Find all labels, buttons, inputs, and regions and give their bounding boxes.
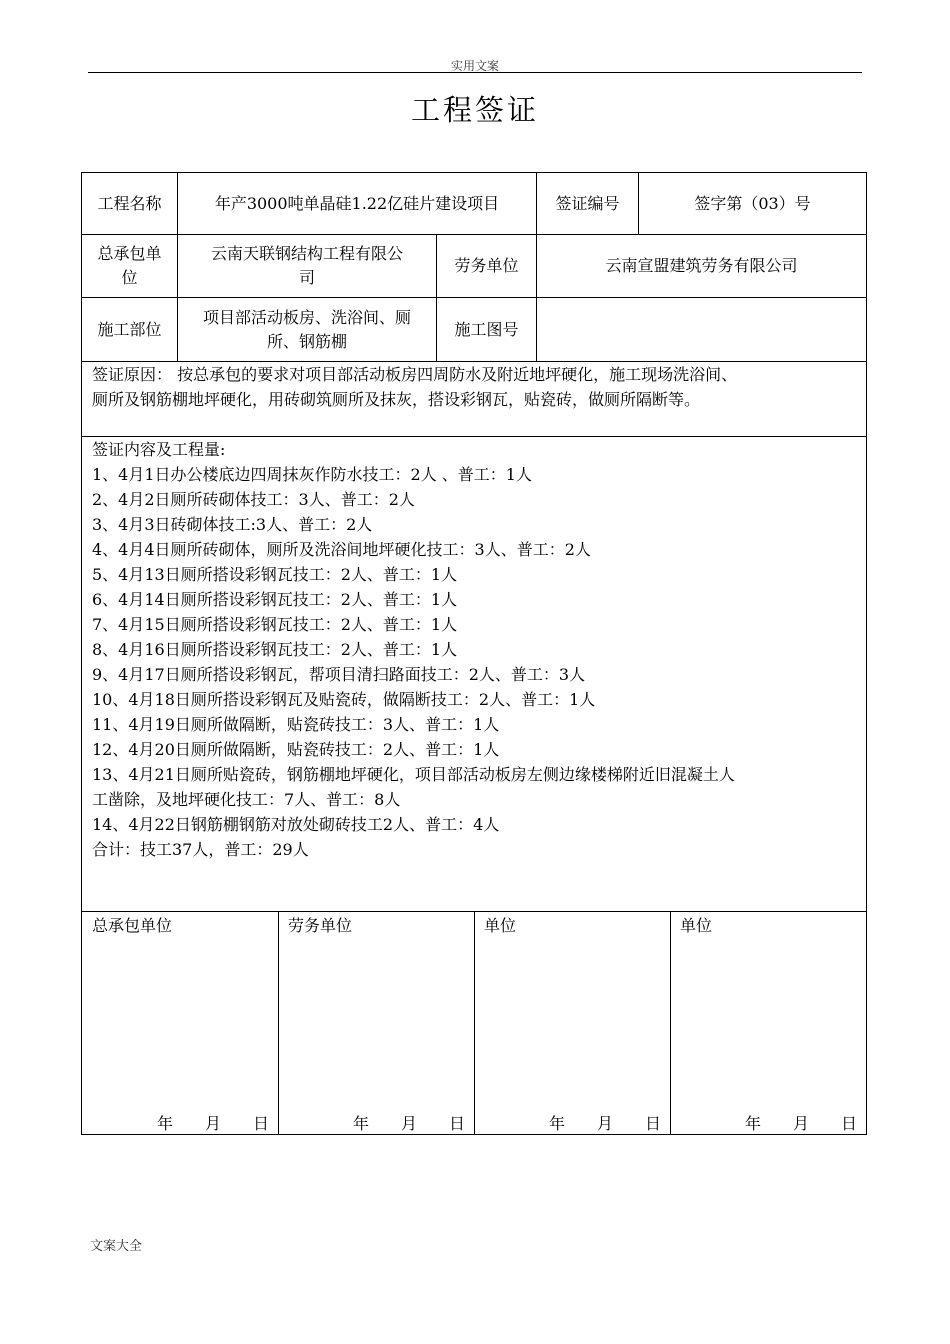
visa-number-value: 签字第（03）号 — [694, 193, 811, 213]
visa-content — [92, 437, 862, 862]
date-month: 月 — [401, 1114, 418, 1133]
date-year: 年 — [157, 1114, 174, 1133]
date-day: 日 — [449, 1114, 466, 1133]
date-month: 月 — [793, 1114, 810, 1133]
page-footer-text: 文案大全 — [90, 1239, 143, 1254]
visa-content-list — [92, 462, 862, 862]
visa-content-item: 10、4月18日厕所搭设彩钢瓦及贴瓷砖，做隔断技工：2人、普工：1人 — [92, 690, 596, 709]
signature-date — [353, 1111, 465, 1134]
labor-unit-label: 劳务单位 — [454, 256, 519, 275]
contractor-value-line2: 司 — [298, 268, 315, 287]
visa-reason — [92, 362, 862, 412]
signature-label-unit-4: 单位 — [680, 916, 713, 935]
visa-content-item: 3、4月3日砖砌体技工:3人、普工：2人 — [92, 515, 373, 534]
column-divider — [474, 911, 475, 1134]
visa-content-item: 工凿除，及地坪硬化技工：7人、普工：8人 — [92, 790, 401, 809]
document-title: 工程签证 — [410, 93, 539, 127]
drawing-number-label: 施工图号 — [454, 319, 519, 339]
project-name-label: 工程名称 — [97, 193, 162, 213]
visa-reason-line2: 厕所及钢筋棚地坪硬化，用砖砌筑厕所及抹灰，搭设彩钢瓦，贴瓷砖，做厕所隔断等。 — [92, 390, 701, 409]
date-day: 日 — [253, 1114, 270, 1133]
visa-content-item: 8、4月16日厕所搭设彩钢瓦技工：2人、普工：1人 — [92, 640, 458, 659]
visa-form-table — [81, 172, 867, 1135]
visa-number-label: 签证编号 — [555, 193, 620, 213]
date-month: 月 — [205, 1114, 222, 1133]
location-value-line1: 项目部活动板房、洗浴间、厕 — [202, 307, 411, 327]
contractor-label-line2: 位 — [121, 268, 138, 287]
visa-content-item: 11、4月19日厕所做隔断，贴瓷砖技工：3人、普工：1人 — [92, 715, 500, 734]
contractor-value-line1: 云南天联钢结构工程有限公 — [210, 244, 403, 263]
date-month: 月 — [597, 1114, 614, 1133]
date-day: 日 — [841, 1114, 858, 1133]
signature-label-unit-3: 单位 — [484, 916, 517, 935]
visa-content-item: 2、4月2日厕所砖砌体技工：3人、普工：2人 — [92, 490, 415, 509]
location-label: 施工部位 — [97, 319, 162, 339]
date-day: 日 — [645, 1114, 662, 1133]
location-value — [178, 298, 436, 361]
contractor-label-line1: 总承包单 — [97, 244, 162, 263]
visa-content-heading: 签证内容及工程量: — [92, 440, 226, 459]
visa-content-item: 12、4月20日厕所做隔断，贴瓷砖技工：2人、普工：1人 — [92, 740, 500, 759]
visa-content-item: 6、4月14日厕所搭设彩钢瓦技工：2人、普工：1人 — [92, 590, 458, 609]
column-divider — [278, 911, 279, 1134]
page-header-text: 实用文案 — [450, 59, 499, 73]
visa-content-item: 14、4月22日钢筋棚钢筋对放处砌砖技工2人、普工：4人 — [92, 815, 500, 834]
signature-date — [745, 1111, 857, 1134]
visa-content-item: 9、4月17日厕所搭设彩钢瓦，帮项目清扫路面技工：2人、普工：3人 — [92, 665, 586, 684]
visa-content-item: 合计：技工37人，普工：29人 — [92, 840, 309, 859]
visa-content-item: 7、4月15日厕所搭设彩钢瓦技工：2人、普工：1人 — [92, 615, 458, 634]
visa-content-item: 4、4月4日厕所砖砌体，厕所及洗浴间地坪硬化技工：3人、普工：2人 — [92, 540, 591, 559]
visa-content-item: 5、4月13日厕所搭设彩钢瓦技工：2人、普工：1人 — [92, 565, 458, 584]
date-year: 年 — [353, 1114, 370, 1133]
visa-content-item: 13、4月21日厕所贴瓷砖，钢筋棚地坪硬化，项目部活动板房左侧边缘楼梯附近旧混凝土人 — [92, 765, 735, 784]
date-year: 年 — [549, 1114, 566, 1133]
labor-unit-value: 云南宣盟建筑劳务有限公司 — [605, 256, 798, 275]
signature-label-contractor: 总承包单位 — [92, 916, 173, 935]
signature-label-labor: 劳务单位 — [288, 916, 353, 935]
contractor-value — [178, 235, 436, 297]
location-value-line2: 所、钢筋棚 — [266, 331, 347, 351]
contractor-label — [82, 235, 177, 297]
drawing-number-value — [537, 298, 866, 361]
column-divider — [670, 911, 671, 1134]
date-year: 年 — [745, 1114, 762, 1133]
header-divider — [88, 72, 862, 73]
signature-date — [157, 1111, 269, 1134]
project-name-value: 年产3000吨单晶硅1.22亿硅片建设项目 — [214, 193, 500, 213]
signature-date — [549, 1111, 661, 1134]
visa-content-item: 1、4月1日办公楼底边四周抹灰作防水技工：2人 、普工：1人 — [92, 465, 532, 484]
visa-reason-line1: 签证原因： 按总承包的要求对项目部活动板房四周防水及附近地坪硬化，施工现场洗浴间、 — [92, 365, 738, 384]
